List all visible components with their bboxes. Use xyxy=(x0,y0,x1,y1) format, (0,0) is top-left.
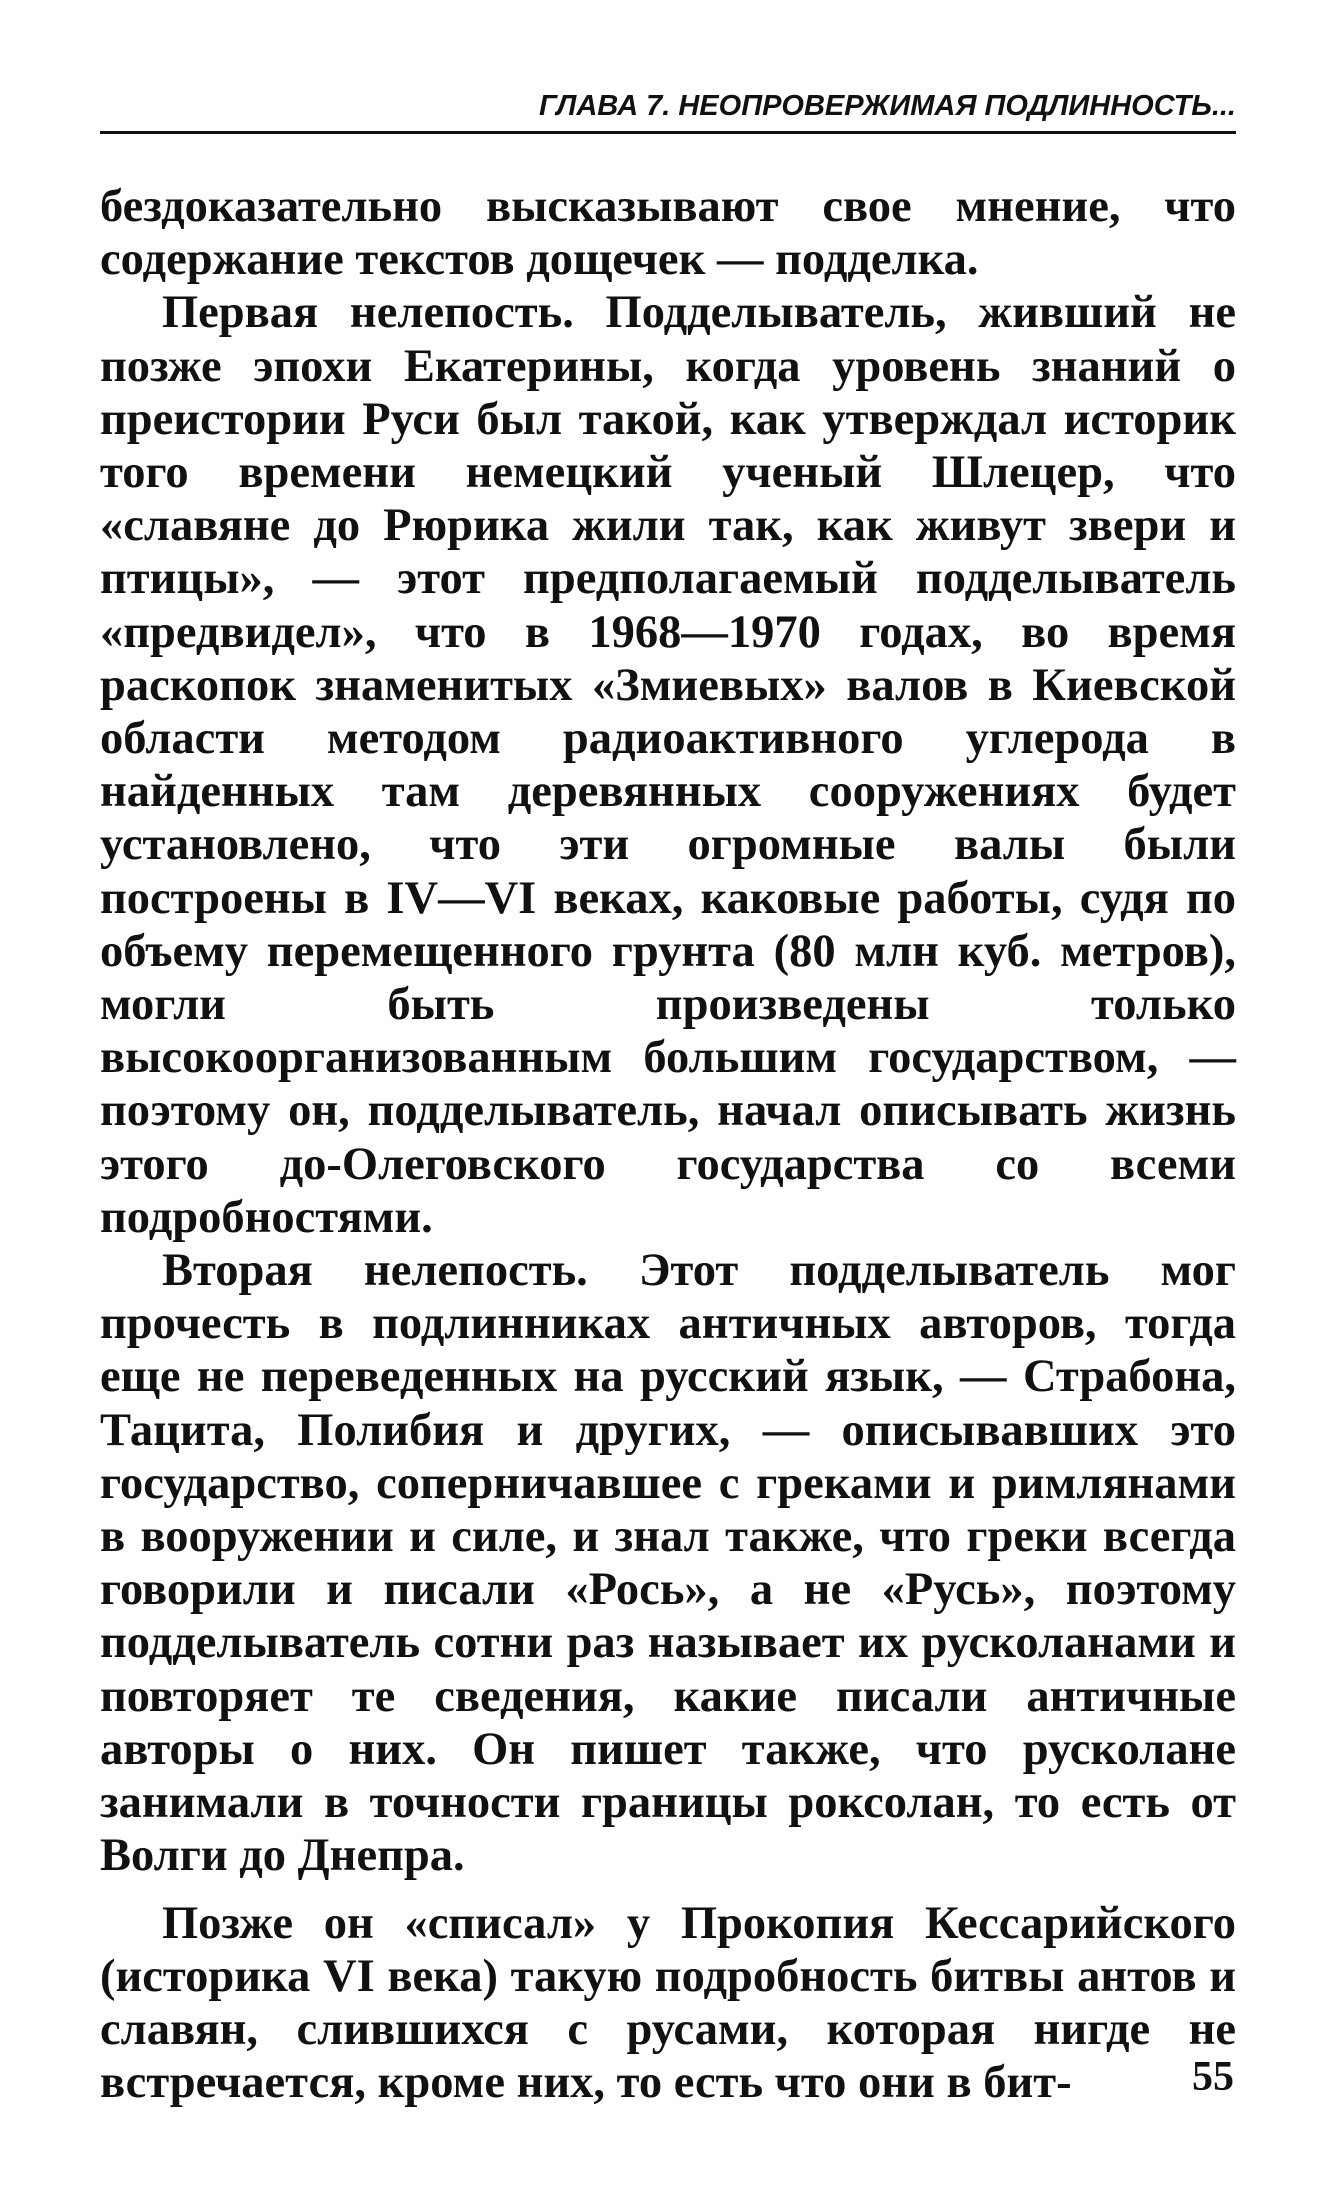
paragraph-procopius: Позже он «списал» у Прокопия Кессарийского (историка VI века) такую подробность битвы антов и славян, слившихся с русами, которая нигде не встречается, кроме них, то есть что они в бит- xyxy=(100,1897,1236,2109)
page-number: 55 xyxy=(1192,2054,1234,2100)
header-rule xyxy=(100,131,1236,134)
running-head-title: ГЛАВА 7. НЕОПРОВЕРЖИМАЯ ПОДЛИННОСТЬ... xyxy=(539,90,1236,122)
paragraph-second-absurdity: Вторая нелепость. Этот подделыватель мог прочесть в подлинниках античных авторов, тогда еще не переведенных на русский язык, — Страбона, Тацита, Полибия и других, — описывавших это государство, соперничавшее с греками и римлянами в вооружении и силе, и знал также, что греки всегда говорили и писали «Рось», а не «Русь», поэтому подделыватель сотни раз называет их русколанами и повторяет те сведения, какие писали античные авторы о них. Он пишет также, что русколане занимали в точности границы роксолан, то есть от Волги до Днепра. xyxy=(100,1245,1236,1882)
paragraph-continuation: бездоказательно высказывают свое мнение, что содержание текстов дощечек — подделка. xyxy=(100,181,1236,286)
paragraph-first-absurdity: Первая нелепость. Подделыватель, живший не позже эпохи Екатерины, когда уровень знаний о преистории Руси был такой, как утверждал историк того времени немецкий ученый Шлецер, что «славяне до Рюрика жили так, как живут звери и птицы», — этот предполагаемый подделыватель «предвидел», что в 1968—1970 годах, во время раскопок знаменитых «Змиевых» валов в Киевской области методом радиоактивного углерода в найденных там деревянных сооружениях будет установлено, что эти огромные валы были построены в IV—VI веках, каковые работы, судя по объему перемещенного грунта (80 млн куб. метров), могли быть произведены только высокоорганизованным большим государством, — поэтому он, подделыватель, начал описывать жизнь этого до-Олеговского государства со всеми подробностями. xyxy=(100,287,1236,1243)
body-text xyxy=(100,180,1236,2109)
